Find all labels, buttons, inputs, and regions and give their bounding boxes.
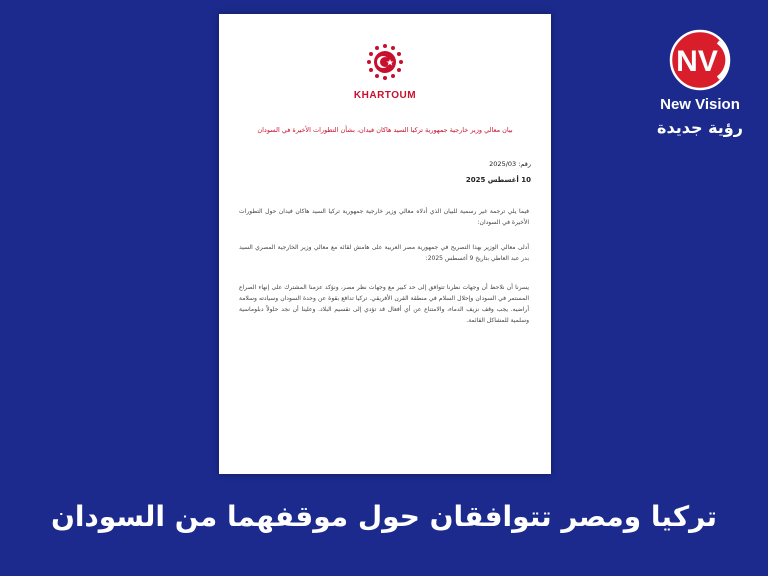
paragraph-statement: يسرنا أن نلاحظ أن وجهات نظرنا تتوافق إلى حد كبير مع وجهات نظر مصر، ونؤكد عزمنا المشترك على إنهاء الصراع المستمر في السودان وإحلال السلام في منطقة القرن الأفريقي. تركيا تدافع بقوة عن وحدة السودان وسيادته وسلامة أراضيه. يجب وقف نزيف الدماء، والامتناع عن أي أفعال قد تؤدي إلى تقسيم البلاد. وعلينا أن نجد حلولاً دبلوماسية وسلمية للمشاكل القائمة.	[239, 284, 529, 324]
document-subject: بيان معالي وزير خارجية جمهورية تركيا السيد هاكان فيدان، بشأن التطورات الأخيرة في السودان	[257, 126, 513, 134]
document-date: 10 أغسطس 2025	[465, 176, 531, 184]
brand-name-ar: رؤية جديدة	[657, 118, 743, 137]
headline: تركيا ومصر تتوافقان حول موقفهما من السودان	[50, 500, 718, 533]
city-name: KHARTOUM	[353, 90, 417, 101]
paragraph-intro: فيما يلي ترجمة غير رسمية للبيان الذي أدلاه معالي وزير خارجية جمهورية تركيا السيد هاكان فيدان حول التطورات الأخيرة في السودان:	[239, 208, 529, 226]
document-image	[219, 14, 551, 474]
turkish-embassy-emblem-icon	[365, 42, 405, 82]
reference-number: رقم: 2025/03	[489, 160, 531, 168]
brand-name-en: New Vision	[660, 96, 740, 113]
paragraph-context: أدلى معالي الوزير بهذا التصريح في جمهورية مصر العربية على هامش لقائه مع معالي وزير الخارجية المصري السيد بدر عبد العاطي بتاريخ 9 أغسطس 2025:	[239, 244, 529, 262]
logo-letters: NV	[676, 45, 718, 78]
new-vision-logo-icon	[666, 28, 734, 92]
